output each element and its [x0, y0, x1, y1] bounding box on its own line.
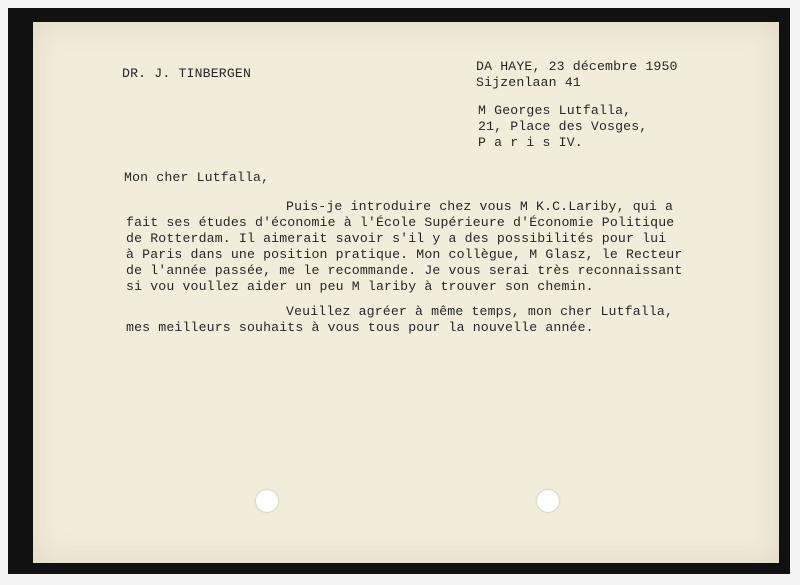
paragraph1-line: fait ses études d'économie à l'École Supérieure d'Économie Politique [126, 215, 675, 230]
paragraph1-line: Puis-je introduire chez vous M K.C.Lariby, qui a [286, 199, 674, 214]
recipient-street: 21, Place des Vosges, [478, 119, 648, 134]
paragraph1-line: à Paris dans une position pratique. Mon collègue, M Glasz, le Recteur [126, 247, 683, 262]
letter-paper [33, 22, 779, 563]
sender-address: Sijzenlaan 41 [476, 75, 581, 90]
punch-hole [256, 490, 278, 512]
paragraph1-line: de l'année passée, me le recommande. Je vous serai très reconnaissant [126, 263, 683, 278]
sender-name: DR. J. TINBERGEN [122, 66, 252, 81]
paragraph2-line: mes meilleurs souhaits à vous tous pour la nouvelle année. [126, 320, 594, 335]
paragraph1-line: si vou voullez aider un peu M lariby à trouver son chemin. [126, 279, 594, 294]
paragraph2-line: Veuillez agréer à même temps, mon cher Lutfalla, [286, 304, 674, 319]
place-date: DA HAYE, 23 décembre 1950 [476, 59, 678, 74]
paragraph1-line: de Rotterdam. Il aimerait savoir s'il y a des possibilités pour lui [126, 231, 667, 246]
recipient-name: M Georges Lutfalla, [478, 103, 632, 118]
punch-hole [537, 490, 559, 512]
salutation: Mon cher Lutfalla, [124, 170, 270, 185]
recipient-city: P a r i s IV. [478, 135, 583, 150]
